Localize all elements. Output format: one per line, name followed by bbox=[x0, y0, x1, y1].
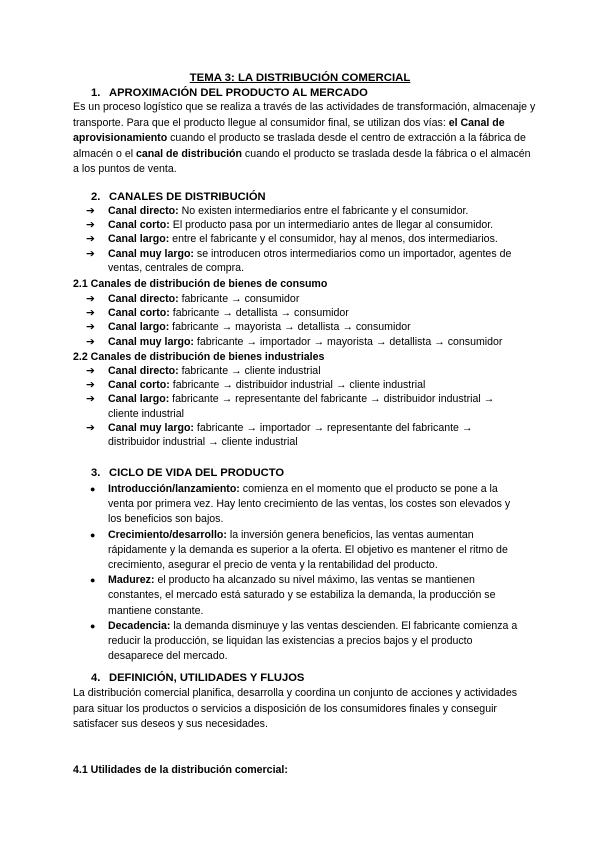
list-item: ➔ Canal corto: fabricante → distribuidor industrial → cliente industrial bbox=[86, 379, 426, 392]
list-item: ➔ Canal corto: fabricante → detallista → consumidor bbox=[86, 307, 349, 320]
arrow-icon: ➔ bbox=[86, 393, 95, 406]
section-3-heading bbox=[91, 466, 284, 480]
subsection-2-1-heading: 2.1 Canales de distribución de bienes de consumo bbox=[73, 278, 328, 290]
section-2-title: CANALES DE DISTRIBUCIÓN bbox=[109, 191, 266, 203]
arrow-icon: ➔ bbox=[86, 205, 95, 217]
arrow-icon: ➔ bbox=[86, 365, 95, 377]
section-1-number: 1. bbox=[91, 87, 101, 99]
section-4-paragraph: La distribución comercial planifica, desarrolla y coordina un conjunto de acciones y actividades para situar los productos o servicios a disposición de los consumidores finales y conseguir satisfacer sus deseos y sus necesidades. bbox=[73, 687, 518, 730]
section-4-heading bbox=[91, 671, 304, 685]
section-2-number: 2. bbox=[91, 191, 101, 203]
section-2-heading bbox=[91, 190, 266, 204]
list-item: ➔ Canal corto: El producto pasa por un intermediario antes de llegar al consumidor. bbox=[86, 219, 494, 232]
arrow-icon: ➔ bbox=[86, 247, 95, 260]
section-1-term-aprovisionamiento: el Canal de aprovisionamiento bbox=[73, 116, 505, 144]
list-item: ➔ Canal directo: fabricante → cliente industrial bbox=[86, 365, 321, 377]
list-item: ● Madurez: el producto ha alcanzado su nivel máximo, las ventas se mantienen constantes, el mercado está saturado y se estabiliza la demanda, la producción se mantiene constante. bbox=[90, 574, 496, 617]
list-item: ➔ Canal muy largo: fabricante → importador → representante del fabricante → distribuidor industrial → cliente industrial bbox=[86, 421, 473, 449]
section-1-paragraph bbox=[73, 100, 538, 178]
section-3-number: 3. bbox=[91, 467, 101, 479]
list-item: ● Decadencia: la demanda disminuye y las ventas descienden. El fabricante comienza a reducir la producción, se liquidan las existencias a precios bajos y el producto desaparece del mercado. bbox=[90, 619, 518, 663]
arrow-icon: ➔ bbox=[86, 421, 95, 434]
list-item: ➔ Canal muy largo: se introducen otros intermediarios como un importador, agentes de ventas, centrales de compra. bbox=[86, 247, 512, 274]
arrow-icon: ➔ bbox=[86, 293, 95, 305]
list-item: ➔ Canal largo: fabricante → mayorista → detallista → consumidor bbox=[86, 321, 411, 334]
list-item: ➔ Canal directo: fabricante → consumidor bbox=[86, 293, 300, 305]
document-title: TEMA 3: LA DISTRIBUCIÓN COMERCIAL bbox=[189, 72, 411, 84]
list-item: ● Crecimiento/desarrollo: la inversión genera beneficios, las ventas aumentan rápidamente y la demanda es superior a la oferta. El objetivo es mantener el ritmo de crecimiento, asegurar el precio de venta y la rentabilidad del producto. bbox=[90, 528, 508, 572]
section-1-text-a: Es un proceso logístico que se realiza a través de las actividades de transformación, almacenaje y transporte. Para que el producto llegue al consumidor final, se utilizan dos vías: bbox=[73, 101, 536, 129]
section-1-heading bbox=[91, 86, 368, 100]
arrow-icon: ➔ bbox=[86, 335, 95, 348]
channel-list bbox=[86, 204, 526, 275]
arrow-icon: ➔ bbox=[86, 379, 95, 392]
section-1-text-e: cuando el producto se traslada desde la fábrica o el almacén a los puntos de venta. bbox=[73, 147, 531, 175]
arrow-icon: ➔ bbox=[86, 321, 95, 334]
list-item: ➔ Canal largo: fabricante → representante del fabricante → distribuidor industrial → cliente industrial bbox=[86, 393, 495, 420]
arrow-icon: ➔ bbox=[86, 219, 95, 232]
bullet-icon: ● bbox=[90, 484, 96, 494]
section-1-term-distribucion: canal de distribución bbox=[136, 147, 242, 160]
section-3-title: CICLO DE VIDA DEL PRODUCTO bbox=[109, 467, 285, 479]
product-life-cycle-list bbox=[86, 482, 526, 664]
bullet-icon: ● bbox=[90, 575, 96, 586]
section-1-text-c: cuando el producto se traslada desde el centro de extracción a la fábrica de almacén o el bbox=[73, 132, 526, 160]
bullet-icon: ● bbox=[90, 529, 96, 540]
list-item: ● Introducción/lanzamiento: comienza en el momento que el producto se pone a la venta por primera vez. Hay lento crecimiento de las ventas, los costes son elevados y los beneficios son bajos. bbox=[90, 483, 511, 526]
arrow-icon: ➔ bbox=[86, 307, 95, 320]
section-4-title: DEFINICIÓN, UTILIDADES Y FLUJOS bbox=[109, 672, 305, 684]
section-1-title: APROXIMACIÓN DEL PRODUCTO AL MERCADO bbox=[109, 87, 368, 99]
list-item: ➔ Canal muy largo: fabricante → importador → mayorista → detallista → consumidor bbox=[86, 335, 503, 348]
list-item: ➔ Canal directo: No existen intermediarios entre el fabricante y el consumidor. bbox=[86, 205, 469, 217]
arrow-icon: ➔ bbox=[86, 233, 95, 246]
list-item: ➔ Canal largo: entre el fabricante y el consumidor, hay al menos, dos intermediarios. bbox=[86, 233, 498, 246]
subsection-2-2-heading: 2.2 Canales de distribución de bienes industriales bbox=[73, 351, 325, 363]
subsection-4-1-heading: 4.1 Utilidades de la distribución comercial: bbox=[73, 764, 288, 776]
consumer-goods-channel-list bbox=[86, 292, 526, 349]
bullet-icon: ● bbox=[90, 620, 96, 631]
section-4-number: 4. bbox=[91, 672, 101, 684]
industrial-goods-channel-list bbox=[86, 364, 526, 449]
